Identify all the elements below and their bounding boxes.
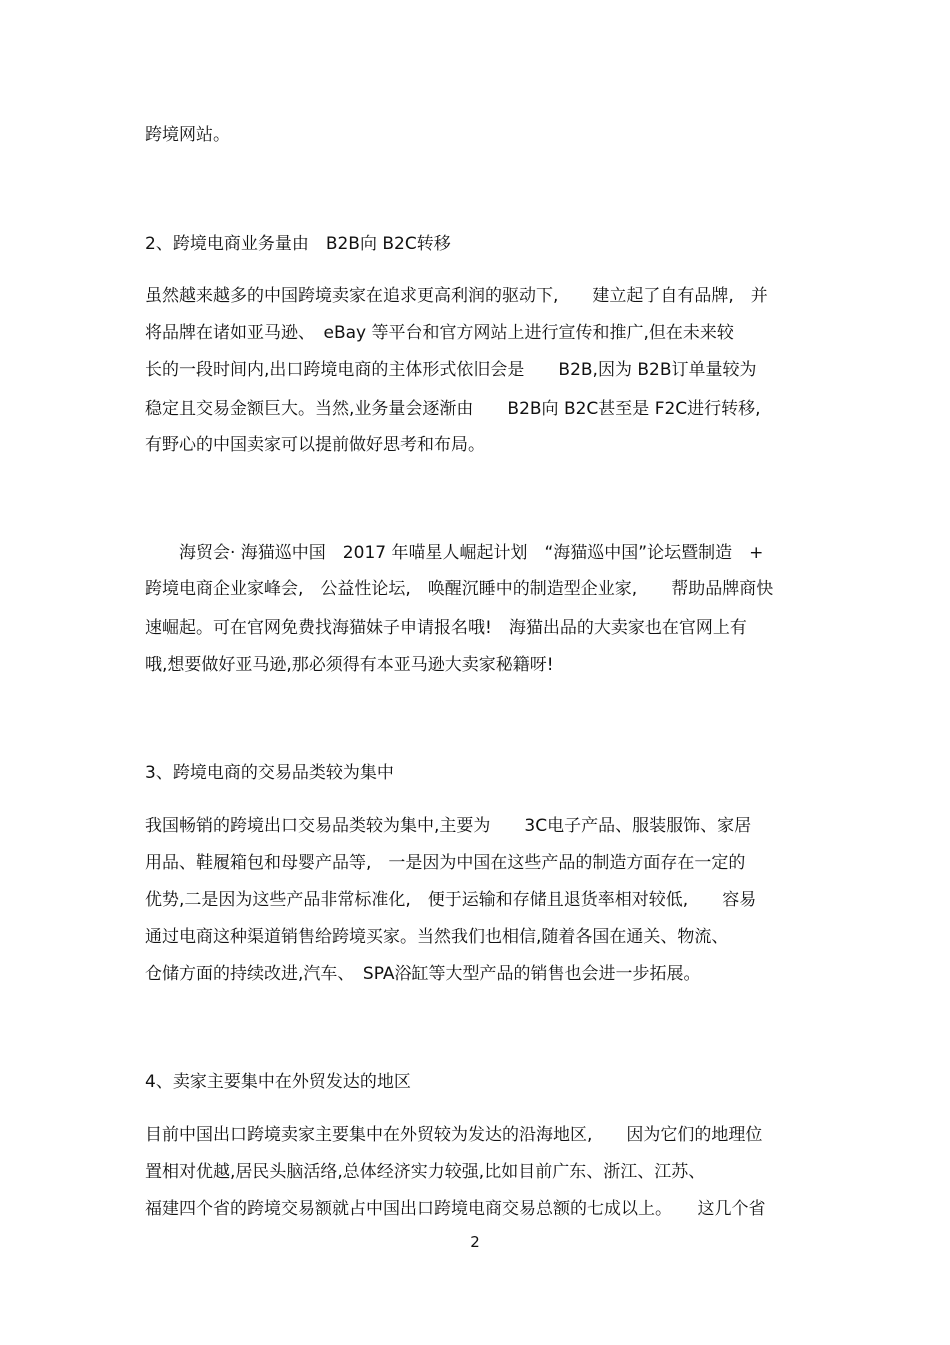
- paragraph-line: 用品、鞋履箱包和母婴产品等, 一是因为中国在这些产品的制造方面存在一定的: [145, 853, 746, 873]
- paragraph-line: 有野心的中国卖家可以提前做好思考和布局。: [145, 435, 485, 455]
- paragraph-line: 福建四个省的跨境交易额就占中国出口跨境电商交易总额的七成以上。 这几个省: [145, 1199, 766, 1219]
- text-line-continuation: 跨境网站。: [145, 125, 230, 145]
- paragraph-line: 置相对优越,居民头脑活络,总体经济实力较强,比如目前广东、浙江、江苏、: [145, 1162, 706, 1182]
- promo-paragraph-line: 跨境电商企业家峰会, 公益性论坛, 唤醒沉睡中的制造型企业家, 帮助品牌商快: [145, 579, 774, 599]
- paragraph-line: 通过电商这种渠道销售给跨境买家。当然我们也相信,随着各国在通关、物流、: [145, 927, 729, 947]
- paragraph-line: 优势,二是因为这些产品非常标准化, 便于运输和存储且退货率相对较低, 容易: [145, 890, 757, 910]
- paragraph-line: 目前中国出口跨境卖家主要集中在外贸较为发达的沿海地区, 因为它们的地理位: [145, 1125, 763, 1145]
- paragraph-line: 仓储方面的持续改进,汽车、 SPA浴缸等大型产品的销售也会进一步拓展。: [145, 964, 701, 984]
- heading-2-b2b-to-b2c: 2、跨境电商业务量由 B2B向 B2C转移: [145, 234, 451, 254]
- heading-3-product-categories: 3、跨境电商的交易品类较为集中: [145, 763, 394, 783]
- paragraph-line: 虽然越来越多的中国跨境卖家在追求更高利润的驱动下, 建立起了自有品牌, 并: [145, 286, 768, 306]
- paragraph-line: 我国畅销的跨境出口交易品类较为集中,主要为 3C电子产品、服装服饰、家居: [145, 816, 752, 836]
- promo-paragraph-line: 海贸会· 海猫巡中国 2017 年喵星人崛起计划 “海猫巡中国”论坛暨制造 +: [145, 543, 764, 563]
- paragraph-line: 将品牌在诸如亚马逊、 eBay 等平台和官方网站上进行宣传和推广,但在未来较: [145, 323, 734, 343]
- promo-paragraph-line: 哦,想要做好亚马逊,那必须得有本亚马逊大卖家秘籍呀!: [145, 655, 554, 675]
- promo-paragraph-line: 速崛起。可在官网免费找海猫妹子申请报名哦! 海猫出品的大卖家也在官网上有: [145, 618, 747, 638]
- heading-4-seller-regions: 4、卖家主要集中在外贸发达的地区: [145, 1072, 411, 1092]
- page-number: 2: [470, 1233, 480, 1251]
- paragraph-line: 长的一段时间内,出口跨境电商的主体形式依旧会是 B2B,因为 B2B订单量较为: [145, 360, 757, 380]
- paragraph-line: 稳定且交易金额巨大。当然,业务量会逐渐由 B2B向 B2C甚至是 F2C进行转移,: [145, 399, 761, 419]
